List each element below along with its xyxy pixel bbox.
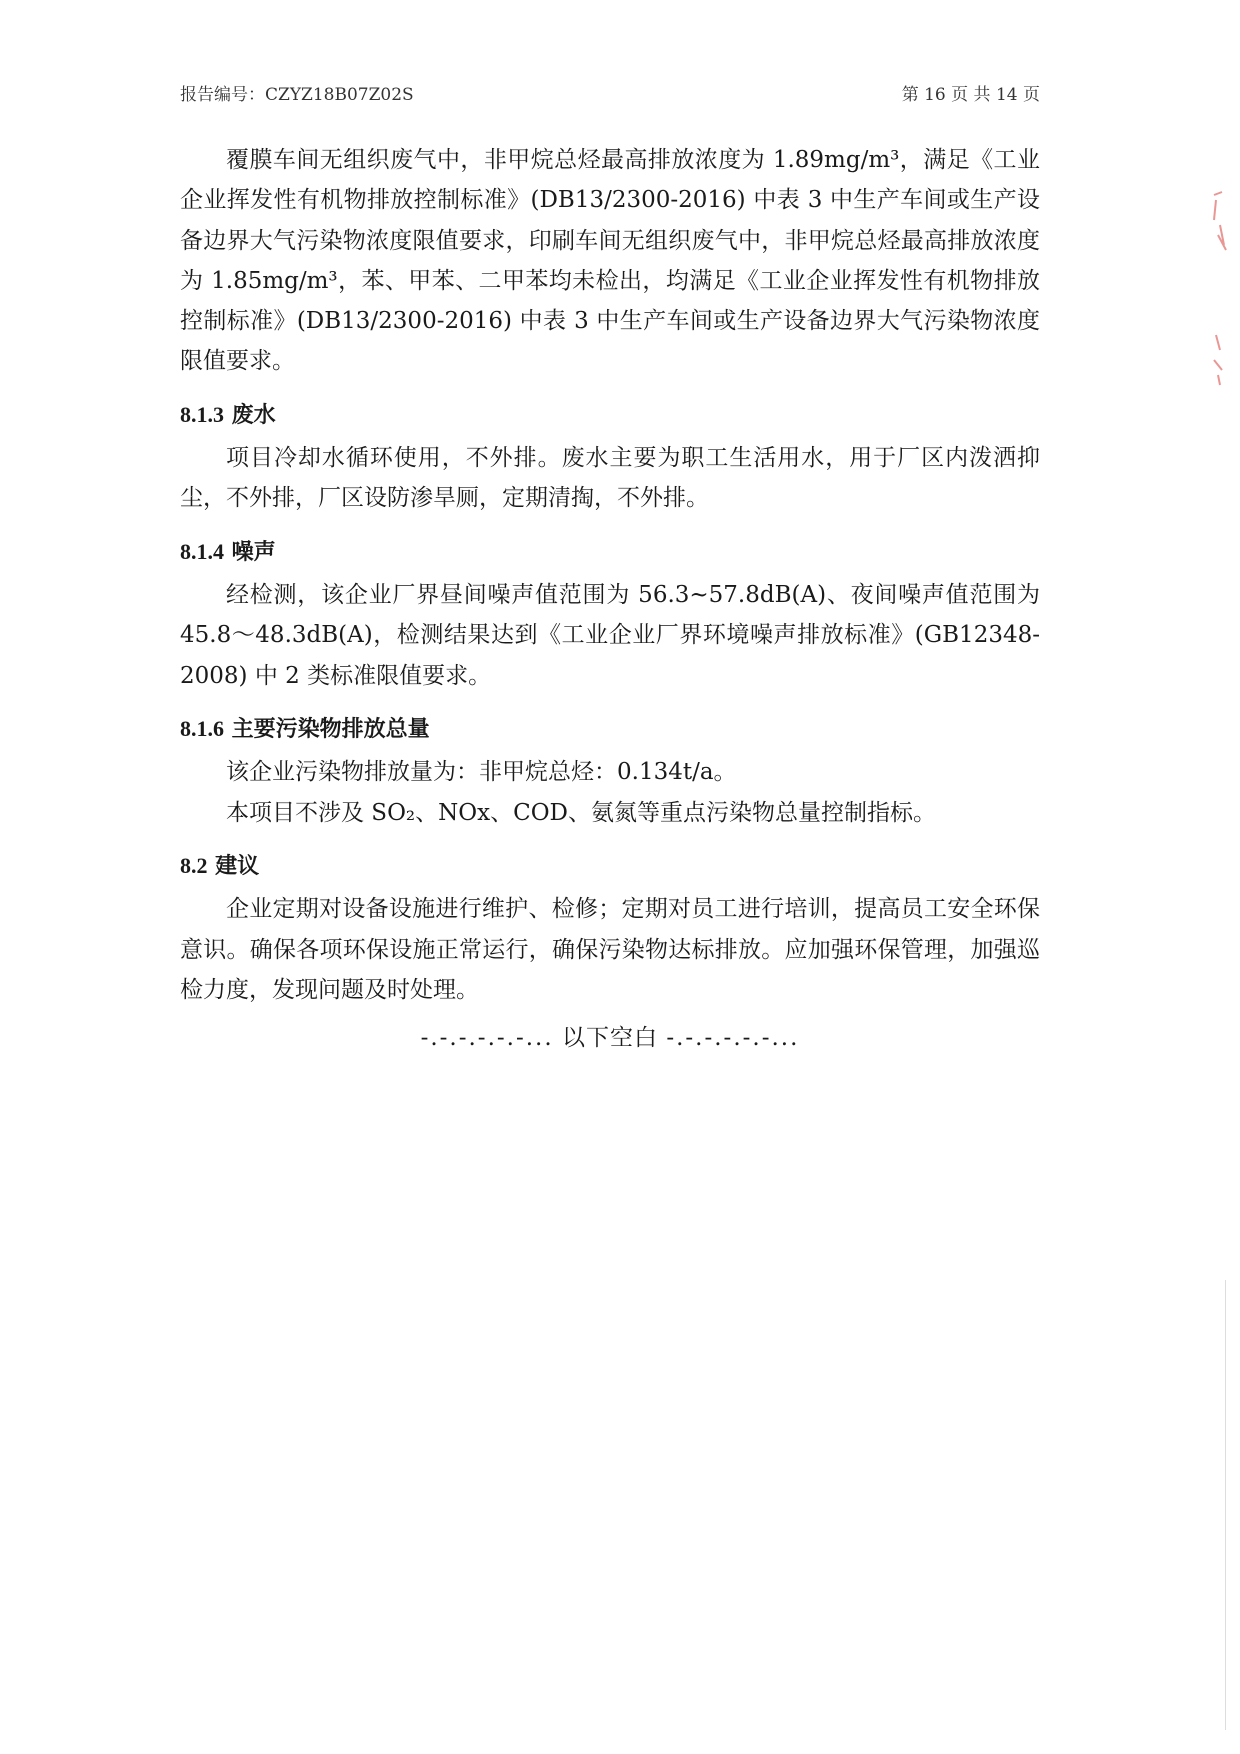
scan-edge-line <box>1225 1280 1226 1730</box>
paragraph-wastewater: 项目冷却水循环使用，不外排。废水主要为职工生活用水，用于厂区内泼洒抑尘，不外排，厂区设防渗旱厕，定期清掏，不外排。 <box>180 445 1040 512</box>
paragraph-total-2: 本项目不涉及 SO₂、NOx、COD、氨氮等重点污染物总量控制指标。 <box>226 799 936 826</box>
section-title: 噪声 <box>231 538 276 565</box>
page-header <box>180 80 1040 108</box>
red-stamp-edge-mark <box>1210 330 1228 394</box>
red-stamp-edge-mark <box>1210 190 1228 264</box>
dash-line-left: -.-.-.-.-.-... <box>420 1025 554 1051</box>
section-title: 建议 <box>215 852 260 879</box>
section-number: 8.1.3 <box>180 401 224 427</box>
section-heading-wastewater <box>180 396 1040 435</box>
paragraph-emission: 覆膜车间无组织废气中，非甲烷总烃最高排放浓度为 1.89mg/m³，满足《工业企业挥发性有机物排放控制标准》(DB13/2300-2016) 中表 3 中生产车间或生产设备边界大气污染物浓度限值要求，印刷车间无组织废气中，非甲烷总烃最高排放浓度为 1.85mg/m³，苯、甲苯、二甲苯均未检出，均满足《工业企业挥发性有机物排放控制标准》(DB13/2300-2016) 中表 3 中生产车间或生产设备边界大气污染物浓度限值要求。 <box>180 147 1040 375</box>
blank-below-marker <box>180 1018 1040 1058</box>
paragraph-total-1: 该企业污染物排放量为：非甲烷总烃：0.134t/a。 <box>226 759 737 786</box>
section-title: 废水 <box>231 401 276 428</box>
report-number: 报告编号：CZYZ18B07Z02S <box>180 85 414 105</box>
section-number: 8.1.4 <box>180 538 224 564</box>
section-number: 8.2 <box>180 852 208 878</box>
paragraph-noise: 经检测，该企业厂界昼间噪声值范围为 56.3~57.8dB(A)、夜间噪声值范围为 45.8～48.3dB(A)，检测结果达到《工业企业厂界环境噪声排放标准》(GB12348-2008) 中 2 类标准限值要求。 <box>180 582 1040 689</box>
section-number: 8.1.6 <box>180 715 224 741</box>
document-body <box>180 140 1040 1058</box>
section-heading-total-emission <box>180 710 1040 749</box>
section-title: 主要污染物排放总量 <box>231 715 430 742</box>
blank-below-text: 以下空白 <box>562 1025 658 1051</box>
section-heading-noise <box>180 533 1040 572</box>
dash-line-right: -.-.-.-.-.-... <box>666 1025 800 1051</box>
section-heading-suggestions <box>180 847 1040 886</box>
page-number: 第 16 页 共 14 页 <box>901 85 1040 105</box>
paragraph-suggestions: 企业定期对设备设施进行维护、检修；定期对员工进行培训，提高员工安全环保意识。确保各项环保设施正常运行，确保污染物达标排放。应加强环保管理，加强巡检力度，发现问题及时处理。 <box>180 896 1040 1003</box>
